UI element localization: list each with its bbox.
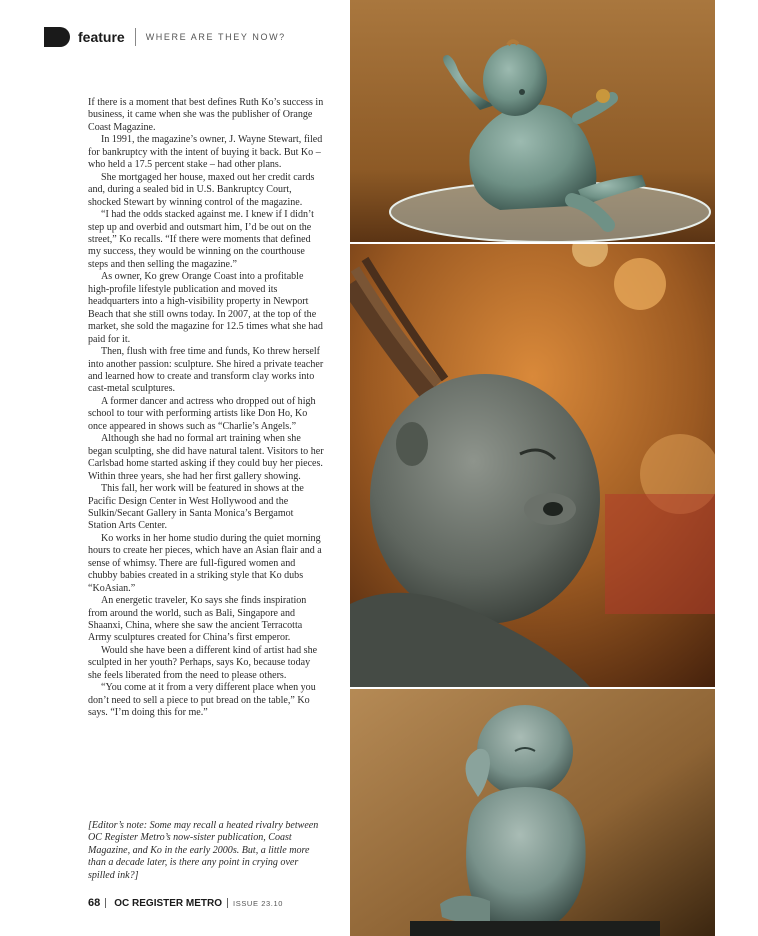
- article-paragraph: If there is a moment that best defines Ruth Ko’s success in business, it came when she was the publisher of Orange Coast Magazine.: [88, 97, 324, 133]
- page-footer: [88, 897, 283, 909]
- section-header: [44, 24, 286, 50]
- sculpture-photo-waving-figure: [350, 0, 715, 242]
- article-paragraph: This fall, her work will be featured in shows at the Pacific Design Center in West Hollywood and the Sulkin/Secant Gallery in Santa Monica’s Bergamot Station Arts Center.: [88, 483, 304, 532]
- editors-note: [Editor’s note: Some may recall a heated rivalry between OC Register Metro’s now-sister publication, Coast Magazine, and Ko in the early 2000s. But, a little more than a decade later, is there any point in crying over spilled ink?]: [88, 820, 319, 881]
- article-paragraph: Would she have been a different kind of artist had she sculpted in her youth? Perhaps, says Ko, because today she feels liberated from the need to please others.: [88, 644, 318, 681]
- article-paragraph: An energetic traveler, Ko says she finds inspiration from around the world, such as Bali, Singapore and Shaanxi, China, where she saw the ancient Terracotta Army sculptures created for China’s first emperor.: [88, 595, 307, 644]
- article-paragraph: Ko works in her home studio during the quiet morning hours to create her pieces, which have an Asian flair and a sense of whimsy. There are full-figured women and chubby babies created in a striking style that Ko dubs “KoAsian.”: [88, 532, 322, 594]
- article-paragraph: Although she had no formal art training when she began sculpting, she did have natural talent. Visitors to her Carlsbad home started asking if they could buy her pieces. Within three years, she had her first gallery showing.: [88, 433, 324, 482]
- publication-name: OC REGISTER METRO: [114, 898, 223, 909]
- article-paragraph: A former dancer and actress who dropped out of high school to tour with performing artists like Don Ho, Ko once appeared in shows such as “Charlie’s Angels.”: [88, 395, 316, 432]
- header-divider: [135, 28, 136, 46]
- subsection-label: WHERE ARE THEY NOW?: [145, 32, 286, 42]
- article-paragraph: “You come at it from a very different place when you don’t need to sell a piece to put bread on the table,” Ko says. “I’m doing this for me.”: [88, 682, 316, 719]
- article-paragraph: She mortgaged her house, maxed out her credit cards and, during a sealed bid in U.S. Bankruptcy Court, shocked Stewart by winning control of the magazine.: [88, 171, 315, 208]
- section-label: feature: [78, 29, 125, 45]
- article-paragraph: In 1991, the magazine’s owner, J. Wayne Stewart, filed for bankruptcy with the intent of buying it back. But Ko – who held a 17.5 percent stake – had other plans.: [88, 134, 323, 171]
- article-body: [88, 97, 324, 720]
- article-paragraph: As owner, Ko grew Orange Coast into a profitable high-profile lifestyle publication and moved its headquarters into a high-visibility property in Newport Beach that she still owns today. In 2007, at the top of the market, she sold the magazine for 12.5 times what she had paid for it.: [88, 271, 323, 345]
- section-tab-marker: [44, 27, 70, 47]
- sculpture-photo-seated-baby: [350, 689, 715, 936]
- page-number: 68: [88, 897, 101, 909]
- footer-divider: [105, 898, 106, 908]
- issue-number: ISSUE 23.10: [233, 899, 284, 908]
- sculpture-photo-closeup-head: [350, 244, 715, 687]
- article-paragraph: “I had the odds stacked against me. I knew if I didn’t step up and overbid and outsmart him, I’d be out on the street,” Ko recalls. “If there were moments that defined my success, they would be winning on the courthouse steps and then selling the magazine.”: [88, 209, 314, 270]
- article-paragraph: Then, flush with free time and funds, Ko threw herself into another passion: sculpture. She hired a private teacher and learned how to create and transform clay works into cast-metal sculptures.: [88, 346, 324, 395]
- footer-divider: [227, 898, 228, 908]
